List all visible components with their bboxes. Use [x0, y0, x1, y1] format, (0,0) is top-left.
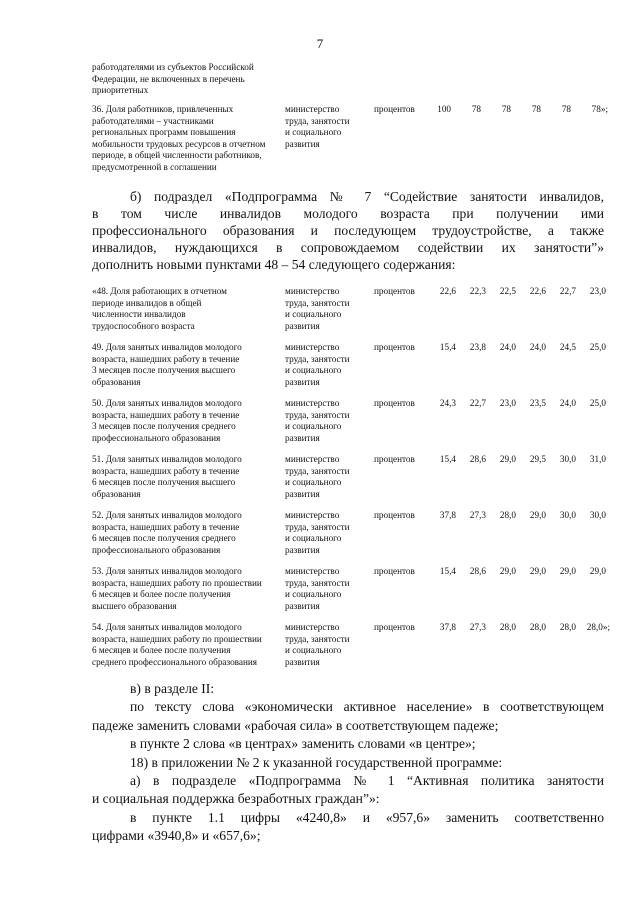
text-line: б) подраздел «Подпрограмма № 7 “Содействие занятости инвалидов,: [130, 189, 604, 204]
text-line: министерство: [285, 342, 340, 352]
value-cell: 24,3: [439, 398, 456, 408]
text-line: Федерации, не включенных в перечень: [92, 73, 245, 84]
text-line: министерство: [285, 566, 340, 576]
value-cell: 15,4: [439, 342, 456, 352]
text-line: возраста, нашедших работу в течение: [92, 465, 240, 476]
page-number: 7: [316, 36, 324, 51]
text-line: образования: [92, 376, 141, 387]
value-cell: 29,0: [529, 566, 546, 576]
value-cell: 28,6: [469, 454, 486, 464]
text-line: 6 месяцев и более после получения: [92, 589, 231, 600]
value-cell: 23,0: [589, 286, 606, 296]
unit-cell: процентов: [374, 454, 415, 464]
value-cell: 24,0: [499, 342, 516, 352]
text-line: и социального: [285, 365, 342, 376]
text-line: труда, занятости: [285, 297, 350, 308]
text-line: развития: [285, 544, 320, 555]
value-cell: 27,3: [469, 622, 486, 632]
value-cell: 22,7: [469, 398, 486, 408]
text-line: развития: [285, 600, 320, 611]
text-line: 52. Доля занятых инвалидов молодого: [92, 510, 242, 520]
text-line: 51. Доля занятых инвалидов молодого: [92, 454, 242, 464]
paragraph-b: [92, 188, 604, 273]
value-cell: 28,0»;: [586, 622, 610, 632]
text-line: региональных программ повышения: [92, 127, 236, 138]
text-line: возраста, нашедших работу в течение: [92, 353, 240, 364]
value-cell: 24,5: [559, 342, 576, 352]
text-line: труда, занятости: [285, 409, 350, 420]
unit-cell: процентов: [374, 622, 415, 632]
value-cell: 37,8: [439, 510, 456, 520]
unit-cell: процентов: [374, 286, 415, 296]
indicator-name: [92, 622, 284, 668]
text-line: в) в разделе II:: [130, 681, 215, 696]
value-cell: 28,0: [499, 510, 516, 520]
responsible-ministry: [285, 510, 365, 556]
text-line: труда, занятости: [285, 465, 350, 476]
text-line: труда, занятости: [285, 353, 350, 364]
text-line: 50. Доля занятых инвалидов молодого: [92, 398, 242, 408]
text-line: мобильности трудовых ресурсов в отчетном: [92, 138, 266, 149]
text-line: приоритетных: [92, 85, 149, 96]
text-line: и социального: [285, 309, 342, 320]
responsible-ministry: [285, 454, 365, 500]
text-line: возраста, нашедших работу по прошествии: [92, 633, 262, 644]
responsible-ministry: [285, 622, 365, 668]
text-line: среднего профессионального образования: [92, 656, 258, 667]
text-line: профессионального образования: [92, 432, 221, 443]
text-line: развития: [285, 656, 320, 667]
text-line: 6 месяцев после получения среднего: [92, 533, 236, 544]
value-cell: 29,0: [589, 566, 606, 576]
value-cell: 29,0: [499, 454, 516, 464]
unit-cell: процентов: [374, 510, 415, 520]
text-line: труда, занятости: [285, 115, 350, 126]
text-line: цифрами «3940,8» и «657,6»;: [92, 828, 261, 844]
text-line: периоде инвалидов в общей: [92, 297, 202, 308]
text-line: работодателями – участниками: [92, 115, 214, 126]
text-line: работодателями из субъектов Российской: [92, 62, 254, 72]
text-line: «48. Доля работающих в отчетном: [92, 286, 227, 296]
text-line: периоде, в общей численности работников,: [92, 150, 262, 161]
text-line: и социальная поддержка безработных граждан”»:: [92, 791, 380, 807]
text-line: труда, занятости: [285, 521, 350, 532]
value-cell: 29,5: [529, 454, 546, 464]
text-line: 18) в приложении № 2 к указанной государственной программе:: [130, 754, 503, 770]
unit-cell: процентов: [374, 104, 415, 114]
unit-cell: процентов: [374, 398, 415, 408]
text-line: в пункте 1.1 цифры «4240,8» и «957,6» заменить соответственно: [130, 809, 604, 825]
value-cell: 22,5: [499, 286, 516, 296]
text-line: министерство: [285, 510, 340, 520]
text-line: профессионального образования: [92, 544, 221, 555]
text-line: падеже заменить словами «рабочая сила» в соответствующем падеже;: [92, 717, 499, 733]
responsible-ministry: [285, 104, 365, 150]
responsible-ministry: [285, 286, 365, 332]
text-line: министерство: [285, 104, 340, 114]
value-cell: 25,0: [589, 398, 606, 408]
text-line: министерство: [285, 398, 340, 408]
value-cell: 23,8: [469, 342, 486, 352]
text-line: труда, занятости: [285, 577, 350, 588]
value-cell: 28,0: [529, 622, 546, 632]
text-line: министерство: [285, 454, 340, 464]
text-line: развития: [285, 488, 320, 499]
value-cell: 29,0: [499, 566, 516, 576]
text-line: развития: [285, 376, 320, 387]
value-cell: 23,5: [529, 398, 546, 408]
indicator-name: [92, 104, 284, 174]
text-line: инвалидов, нуждающихся в сопровождаемом содействии их занятости”»: [92, 240, 604, 255]
text-line: 49. Доля занятых инвалидов молодого: [92, 342, 242, 352]
text-line: развития: [285, 432, 320, 443]
value-cell: 31,0: [589, 454, 606, 464]
responsible-ministry: [285, 566, 365, 612]
text-line: развития: [285, 320, 320, 331]
value-cell: 30,0: [559, 454, 576, 464]
text-line: и социального: [285, 477, 342, 488]
value-cell: 24,0: [559, 398, 576, 408]
value-cell: 27,3: [469, 510, 486, 520]
text-line: 3 месяцев после получения среднего: [92, 421, 236, 432]
text-line: и социального: [285, 421, 342, 432]
text-line: а) в подразделе «Подпрограмма № 1 “Активная политика занятости: [130, 773, 604, 789]
text-line: 54. Доля занятых инвалидов молодого: [92, 622, 242, 632]
value-cell: 15,4: [439, 566, 456, 576]
value-cell: 22,3: [469, 286, 486, 296]
indicator-name: [92, 454, 284, 500]
text-line: и социального: [285, 127, 342, 138]
text-line: и социального: [285, 589, 342, 600]
indicator-name: [92, 398, 284, 444]
text-line: численности инвалидов: [92, 309, 186, 320]
text-line: трудоспособного возраста: [92, 320, 195, 331]
text-line: 6 месяцев и более после получения: [92, 645, 231, 656]
value-cell: 78: [501, 104, 511, 114]
text-line: труда, занятости: [285, 633, 350, 644]
text-line: 6 месяцев после получения высшего: [92, 477, 236, 488]
value-cell: 28,0: [559, 622, 576, 632]
text-line: 53. Доля занятых инвалидов молодого: [92, 566, 242, 576]
value-cell: 22,6: [439, 286, 456, 296]
text-line: 36. Доля работников, привлеченных: [92, 104, 234, 114]
text-line: возраста, нашедших работу в течение: [92, 521, 240, 532]
value-cell: 28,6: [469, 566, 486, 576]
value-cell: 78: [561, 104, 571, 114]
text-line: и социального: [285, 645, 342, 656]
value-cell: 78: [531, 104, 541, 114]
value-cell: 78: [471, 104, 481, 114]
text-line: предусмотренной в соглашении: [92, 161, 217, 172]
value-cell: 78»;: [591, 104, 608, 114]
value-cell: 30,0: [559, 510, 576, 520]
value-cell: 100: [437, 104, 451, 114]
text-line: возраста, нашедших работу в течение: [92, 409, 240, 420]
value-cell: 30,0: [589, 510, 606, 520]
text-line: 3 месяцев после получения высшего: [92, 365, 236, 376]
text-line: возраста, нашедших работу по прошествии: [92, 577, 262, 588]
indicator-name: [92, 62, 284, 97]
indicator-name: [92, 286, 284, 332]
value-cell: 24,0: [529, 342, 546, 352]
unit-cell: процентов: [374, 566, 415, 576]
text-line: министерство: [285, 286, 340, 296]
indicator-name: [92, 566, 284, 612]
unit-cell: процентов: [374, 342, 415, 352]
value-cell: 22,7: [559, 286, 576, 296]
value-cell: 25,0: [589, 342, 606, 352]
value-cell: 29,0: [559, 566, 576, 576]
indicator-name: [92, 510, 284, 556]
text-line: профессионального образования и последующем трудоустройстве, а также: [92, 223, 604, 238]
value-cell: 15,4: [439, 454, 456, 464]
responsible-ministry: [285, 398, 365, 444]
responsible-ministry: [285, 342, 365, 388]
text-line: высшего образования: [92, 600, 177, 611]
value-cell: 29,0: [529, 510, 546, 520]
text-line: в том числе инвалидов молодого возраста при получении ими: [92, 206, 604, 221]
text-line: и социального: [285, 533, 342, 544]
text-line: развития: [285, 138, 320, 149]
value-cell: 23,0: [499, 398, 516, 408]
text-line: министерство: [285, 622, 340, 632]
value-cell: 37,8: [439, 622, 456, 632]
text-line: по тексту слова «экономически активное население» в соответствующем: [130, 699, 604, 715]
paragraph-v: [92, 680, 604, 846]
value-cell: 22,6: [529, 286, 546, 296]
text-line: в пункте 2 слова «в центрах» заменить словами «в центре»;: [130, 736, 476, 752]
text-line: дополнить новыми пунктами 48 – 54 следующего содержания:: [92, 257, 456, 272]
indicator-name: [92, 342, 284, 388]
text-line: образования: [92, 488, 141, 499]
value-cell: 28,0: [499, 622, 516, 632]
